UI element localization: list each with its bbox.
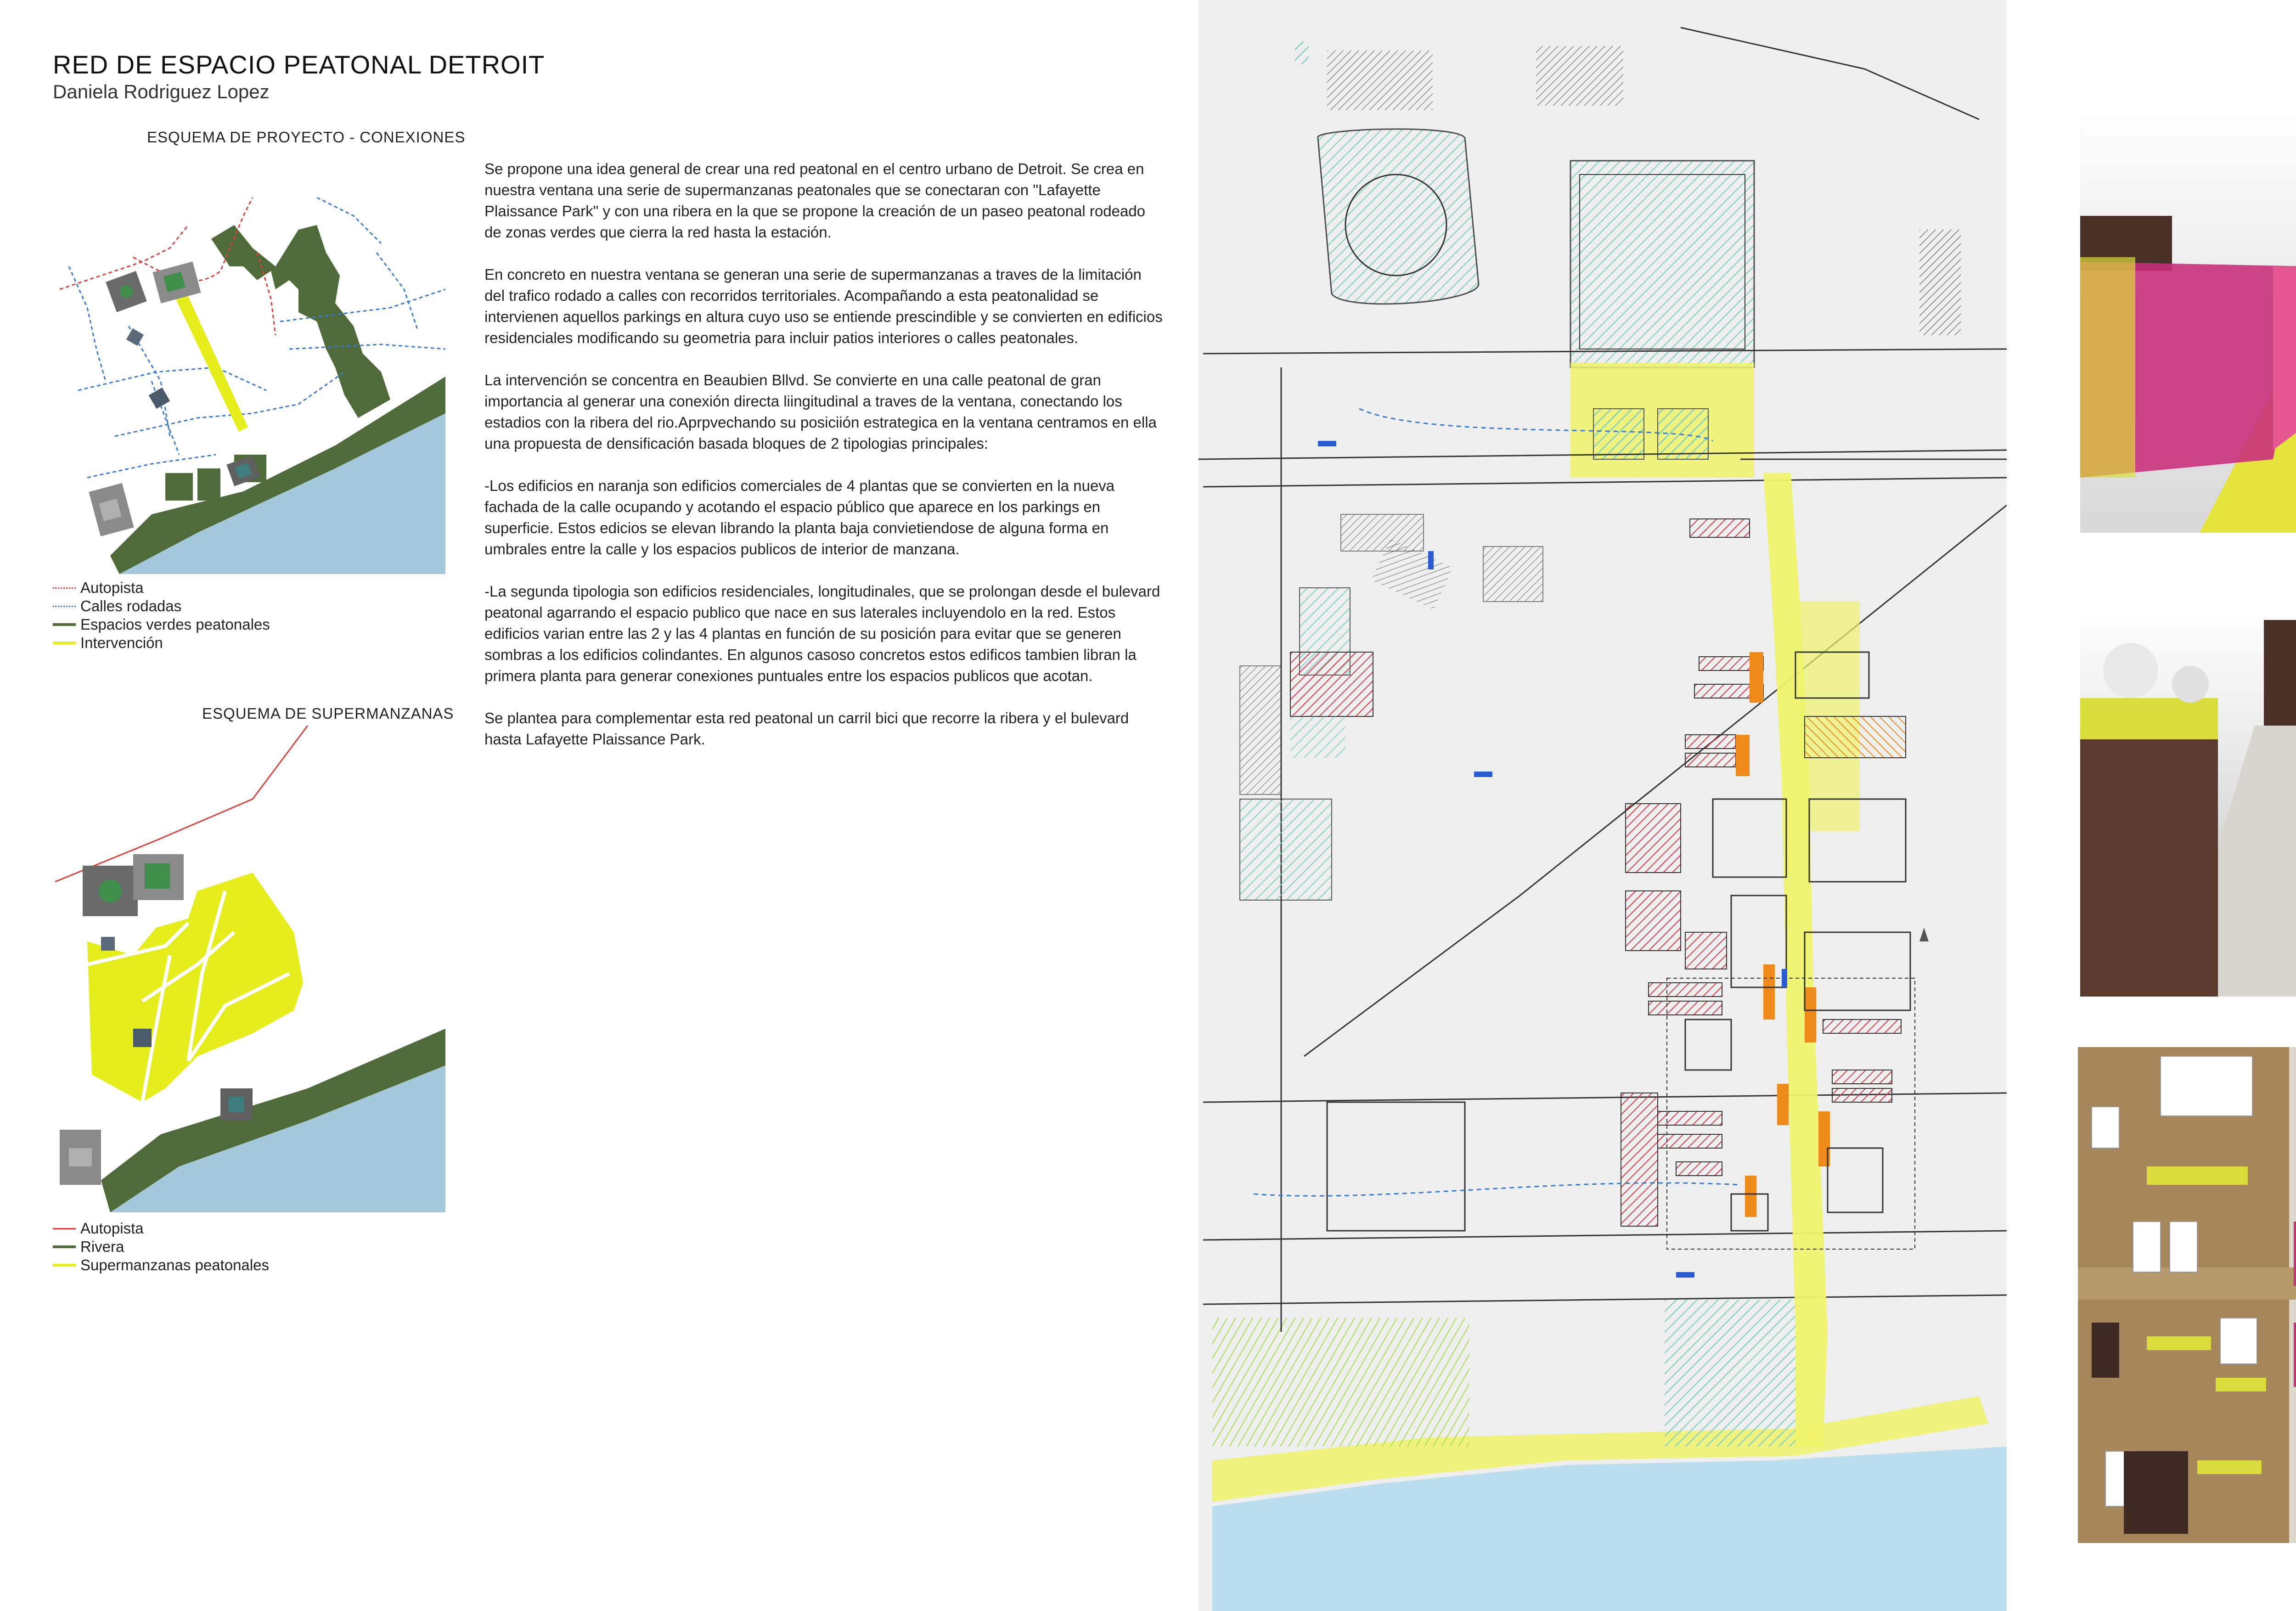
legend-item-superblocks [53,1256,269,1274]
stadium-icon [152,262,201,304]
ford-field-sketch [1570,161,1754,367]
description-paragraph: Se propone una idea general de crear una red peatonal en el centro urbano de Detroit. Se crea en nuestra ventana una serie de supermanzanas peatonales que se conectaran con "Lafayette Plaissance Park" y con una ribera en la que se propone la creación de un paseo peatonal rodeado de zonas verdes que cierra la red hasta la estación. [484,160,1146,241]
legend-item-green [53,615,270,634]
description-paragraph: Se plantea para complementar esta red peatonal un carril bici que recorre la ribera y el bulevard hasta Lafayette Plaissance Park. [484,710,1129,748]
stadium-icon [106,271,147,312]
model-photo-street-view-2 [2080,606,2296,997]
description-paragraph: En concreto en nuestra ventana se generan una serie de supermanzanas a traves de la limitación del trafico rodado a calles con recorridos territoriales. Acompañando a esta peatonalidad se intervienen aquellos parkings en altura cuyo uso se entiende prescindible y se convierten en edificios residenciales modificando su geometria para incluir patios interiores o calles peatonales. [484,266,1163,346]
gray-block-sketch [1919,230,1961,335]
legend-item-intervention [53,634,270,652]
legend-label: Espacios verdes peatonales [80,616,270,633]
project-description [484,158,1164,771]
description-paragraph: -Los edificios en naranja son edificios comerciales de 4 plantas que se convierten en la nueva fachada de la calle ocupando y acotando el espacio público que aparece en los parkings en superficie. Estos edicios se elevan librando la planta baja convietiendose de alguna forma en umbrales entre la calle y los espacios publicos de interior de manzana. [484,477,1115,558]
legend-item-highway [53,579,270,597]
superblocks-diagram [51,726,445,1212]
building-icon [220,1088,253,1121]
gray-block-sketch [1327,51,1433,110]
schema-connections-title: ESQUEMA DE PROYECTO - CONEXIONES [147,129,466,146]
legend-connections [53,579,270,652]
legend-swatch [53,623,76,626]
legend-label: Calles rodadas [80,597,182,614]
legend-label: Autopista [80,579,144,596]
legend-swatch [53,1228,76,1229]
legend-swatch [53,606,76,607]
model-photo-aerial [2078,1047,2296,1543]
comerica-park-sketch [1318,129,1479,304]
stadium-icon [133,854,184,900]
description-paragraph: -La segunda tipologia son edificios residenciales, longitudinales, que se prolongan desde el bulevard peatonal agarrando el espacio publico que nace en sus laterales incluyendolo en la red. Estos edificios varian entre las 2 y las 4 plantas en función de su posición para evitar que se generen sombras a los edificios colindantes. En algunos casoso concretos estos edificos tambien libran la primera planta para generar conexiones puntuales entre los espacios publicos que acotan. [484,583,1160,684]
building-icon [60,1130,101,1185]
legend-label: Supermanzanas peatonales [80,1256,269,1273]
green-pedestrian-spaces [211,225,390,418]
legend-superblocks [53,1219,269,1274]
teal-block-sketch [1240,799,1332,900]
legend-swatch [53,1245,76,1248]
orange-block-sketch [1805,716,1906,758]
building-icon [133,1029,152,1047]
legend-item-river [53,1238,269,1256]
legend-item-streets [53,597,270,615]
legend-label: Rivera [80,1238,124,1255]
model-photo-street-view-1 [2080,101,2296,533]
site-plan-sketch [1199,0,2007,1611]
description-paragraph: La intervención se concentra en Beaubien Bllvd. Se convierte en una calle peatonal de gran importancia al generar una conexión directa liingitudinal a traves de la ventana, conectando los estadios con la ribera del rio.Aprpvechando su posiciión estrategica en la ventana centramos en ella una propuesta de densificación basada bloques de 2 tipologias principales: [484,372,1157,452]
legend-swatch [53,642,76,644]
green-park-sketch [1212,1318,1469,1447]
connections-diagram [60,197,445,574]
building-icon [101,937,115,951]
teal-block-sketch [1665,1300,1807,1447]
legend-swatch [53,587,76,589]
building-icon [89,483,134,536]
building-icon [126,328,144,346]
gray-block-sketch [1536,46,1623,106]
intervention-boulevard [174,292,248,432]
legend-item-highway [53,1219,269,1238]
building-icon [149,388,170,409]
page-title: RED DE ESPACIO PEATONAL DETROIT [53,50,545,79]
legend-swatch [53,1264,76,1267]
stadium-icon [83,866,138,916]
green-block [197,468,220,501]
red-block-sketch [1290,652,1373,716]
green-block [165,473,193,501]
schema-superblocks-title: ESQUEMA DE SUPERMANZANAS [202,705,454,722]
legend-label: Autopista [80,1220,144,1237]
legend-label: Intervención [80,634,163,651]
author-name: Daniela Rodriguez Lopez [53,81,270,102]
teal-block-sketch [1295,41,1309,64]
